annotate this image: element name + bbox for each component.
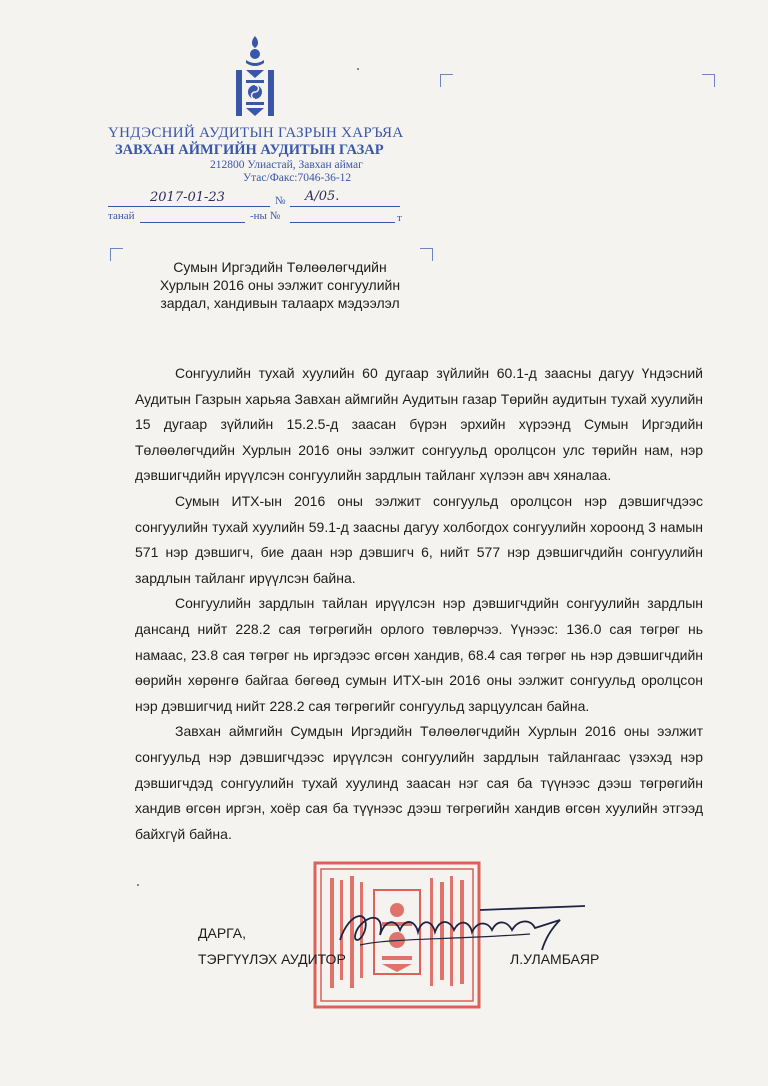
letter-subject: [130, 258, 430, 312]
speck: [137, 884, 139, 886]
your-ref-suffix: -ны №: [250, 210, 281, 222]
letter-number: A/05.: [305, 189, 340, 204]
speck: [357, 68, 359, 70]
signer-name: Л.УЛАМБАЯР: [510, 951, 600, 967]
body-paragraph: Сонгуулийн тухай хуулийн 60 дугаар зүйлийн 60.1-д заасны дагуу Үндэсний Аудитын Газрын харьяа Завхан аймгийн Аудитын газар Төрийн аудитын тухай хуулийн 15 дугаар зүйлийн 15.2.5-д заасан бүрэн эрхийн хүрээнд Сумын Иргэдийн Төлөөлөгчдийн Хурлын 2016 оны ээлжит сонгуульд оролцсон улс төрийн нам, нэр дэвшигчдийн ирүүлсэн сонгуулийн зардлын тайланг хүлээн авч хяналаа.: [135, 365, 703, 484]
corner-mark: [440, 74, 453, 87]
subject-line: Сумын Иргэдийн Төлөөлөгчдийн: [173, 259, 387, 275]
your-ref-line: [140, 222, 245, 223]
number-label: №: [275, 195, 286, 207]
signer-title-2: ТЭРГҮҮЛЭХ АУДИТОР: [198, 951, 346, 967]
org-phone: Утас/Факс:7046-36-12: [243, 172, 352, 184]
corner-mark: [110, 248, 123, 261]
body-paragraph: Сонгуулийн зардлын тайлан ирүүлсэн нэр дэвшигчдийн сонгуулийн зардлын дансанд нийт 228.2 сая төгрөгийн орлого төвлөрчээ. Үүнээс: 136.0 сая төгрөг нь намаас, 23.8 сая төгрөг нь иргэдээс өгсөн хандив, 68.4 сая төгрөг нь нэр дэвшигчдийн өөрийн хөрөнгө байгаа бөгөөд сумын ИТХ-ын 2016 оны ээлжит сонгуульд оролцсон нэр дэвшигчид нийт 228.2 сая төгрөгийг сонгуульд зарцуулсан байна.: [135, 595, 703, 714]
letter-date: 2017-01-23: [150, 190, 225, 205]
soyombo-emblem-icon: [232, 34, 278, 120]
ref-end-char: т: [397, 212, 402, 224]
body-paragraph: Завхан аймгийн Сумдын Иргэдийн Төлөөлөгчдийн Хурлын 2016 оны ээлжит сонгуульд нэр дэвшигчдээс ирүүлсэн сонгуулийн зардлын тайлангаас үзэхэд нэр дэвшигчдэд сонгуулийн тухай хуулинд заасан нэг сая ба түүнээс дээш төгрөгийн хандив өгсөн иргэн, хоёр сая ба түүнээс дээш төгрөгийн хандив өгсөн хуулийн этгээд байхгүй байна.: [135, 723, 703, 842]
your-number-line: [290, 222, 395, 223]
subject-line: зардал, хандивын талаарх мэдээлэл: [160, 295, 400, 311]
org-address: 212800 Улиастай, Завхан аймаг: [210, 159, 363, 171]
org-name-line2: ЗАВХАН АЙМГИЙН АУДИТЫН ГАЗАР: [115, 142, 384, 158]
org-name-line1: ҮНДЭСНИЙ АУДИТЫН ГАЗРЫН ХАРЪЯА: [108, 125, 404, 141]
your-ref-label: танай: [108, 210, 135, 222]
letter-body: [135, 361, 703, 847]
number-line: [290, 206, 400, 207]
subject-line: Хурлын 2016 оны ээлжит сонгуулийн: [159, 277, 401, 293]
signer-title-1: ДАРГА,: [198, 925, 247, 941]
corner-mark: [702, 74, 715, 87]
date-line: [108, 206, 270, 207]
body-paragraph: Сумын ИТХ-ын 2016 оны ээлжит сонгуульд оролцсон нэр дэвшигчдээс сонгуулийн тухай хуулийн 59.1-д заасны дагуу холбогдох сонгуулийн хороонд 3 намын 571 нэр дэвшигч, бие даан нэр дэвшигч 6, нийт 577 нэр дэвшигчдийн сонгуулийн зардлын тайланг ирүүлсэн байна.: [135, 492, 703, 586]
